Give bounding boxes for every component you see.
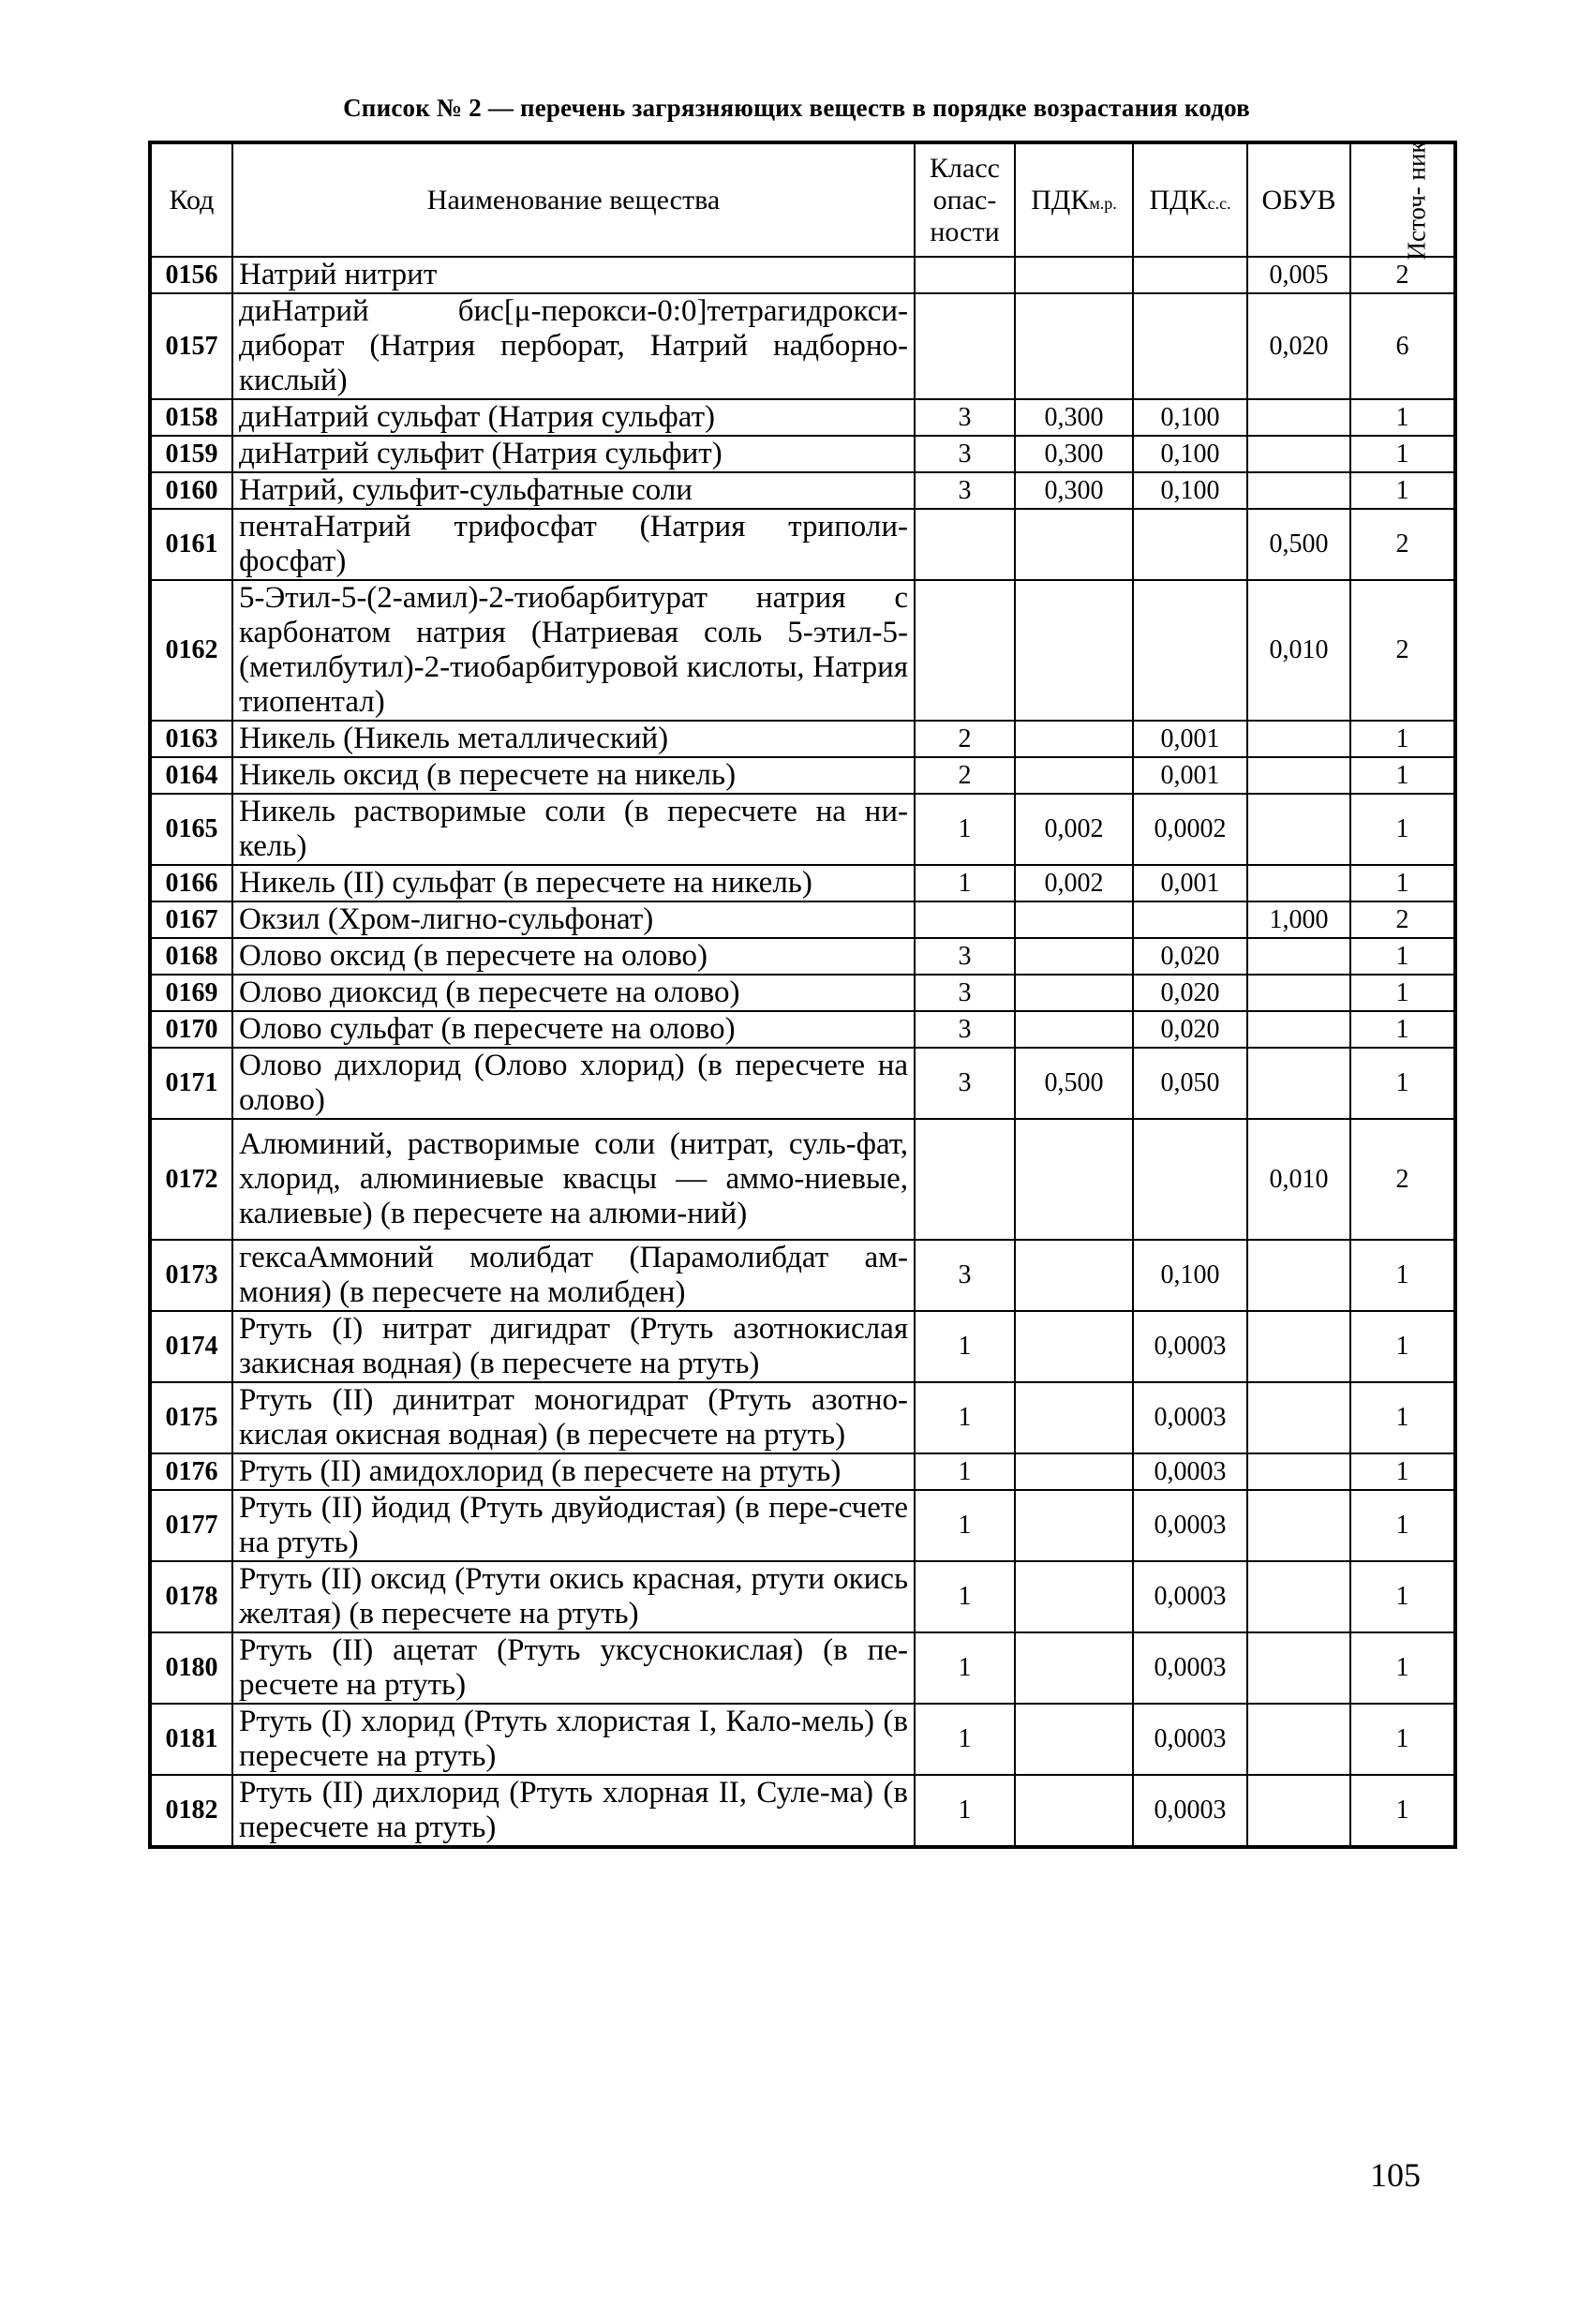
row-name: Никель оксид (в пересчете на никель) bbox=[232, 757, 915, 794]
row-pdk-mr: 0,300 bbox=[1015, 436, 1133, 472]
row-source: 1 bbox=[1350, 399, 1455, 436]
row-obuv bbox=[1247, 399, 1350, 436]
page-number: 105 bbox=[1370, 2156, 1421, 2194]
row-pdk-mr bbox=[1015, 293, 1133, 399]
row-pdk-ss: 0,050 bbox=[1133, 1048, 1247, 1119]
row-code: 0159 bbox=[150, 436, 232, 472]
header-pdk-ss-sub: с.с. bbox=[1207, 193, 1231, 213]
row-code: 0156 bbox=[150, 257, 232, 293]
row-obuv bbox=[1247, 1311, 1350, 1382]
row-code: 0166 bbox=[150, 865, 232, 901]
row-pdk-mr: 0,300 bbox=[1015, 472, 1133, 509]
row-pdk-mr: 0,300 bbox=[1015, 399, 1133, 436]
row-pdk-ss: 0,0003 bbox=[1133, 1561, 1247, 1632]
row-code: 0177 bbox=[150, 1490, 232, 1561]
row-pdk-ss bbox=[1133, 901, 1247, 938]
row-pdk-mr: 0,500 bbox=[1015, 1048, 1133, 1119]
row-source: 1 bbox=[1350, 1775, 1455, 1847]
table-row bbox=[150, 509, 1455, 580]
row-pdk-ss: 0,0003 bbox=[1133, 1704, 1247, 1775]
row-name: Олово сульфат (в пересчете на олово) bbox=[232, 1011, 915, 1048]
row-name: Ртуть (II) динитрат моногидрат (Ртуть азотно-кислая окисная водная) (в пересчете на ртуть) bbox=[232, 1382, 915, 1453]
row-source: 1 bbox=[1350, 472, 1455, 509]
row-hazard-class: 3 bbox=[915, 938, 1015, 975]
row-source: 1 bbox=[1350, 1048, 1455, 1119]
table-row bbox=[150, 399, 1455, 436]
row-code: 0175 bbox=[150, 1382, 232, 1453]
row-source: 1 bbox=[1350, 721, 1455, 757]
row-name: Ртуть (II) йодид (Ртуть двуйодистая) (в пере-счете на ртуть) bbox=[232, 1490, 915, 1561]
table-body bbox=[150, 257, 1455, 1847]
table-row bbox=[150, 1490, 1455, 1561]
row-source: 2 bbox=[1350, 1119, 1455, 1240]
row-name: Натрий нитрит bbox=[232, 257, 915, 293]
row-name: диНатрий сульфит (Натрия сульфит) bbox=[232, 436, 915, 472]
row-code: 0157 bbox=[150, 293, 232, 399]
row-hazard-class: 1 bbox=[915, 1775, 1015, 1847]
row-pdk-ss: 0,0003 bbox=[1133, 1382, 1247, 1453]
table-row bbox=[150, 580, 1455, 721]
table-row bbox=[150, 472, 1455, 509]
row-source: 1 bbox=[1350, 1490, 1455, 1561]
row-pdk-mr bbox=[1015, 257, 1133, 293]
row-pdk-mr bbox=[1015, 1775, 1133, 1847]
row-name: Окзил (Хром-лигно-сульфонат) bbox=[232, 901, 915, 938]
row-pdk-mr bbox=[1015, 580, 1133, 721]
row-obuv bbox=[1247, 1632, 1350, 1704]
row-hazard-class: 1 bbox=[915, 1382, 1015, 1453]
row-code: 0170 bbox=[150, 1011, 232, 1048]
row-code: 0180 bbox=[150, 1632, 232, 1704]
row-source: 1 bbox=[1350, 757, 1455, 794]
row-pdk-ss: 0,020 bbox=[1133, 1011, 1247, 1048]
row-pdk-mr bbox=[1015, 1119, 1133, 1240]
row-obuv bbox=[1247, 975, 1350, 1011]
row-name: пентаНатрий трифосфат (Натрия триполи-фосфат) bbox=[232, 509, 915, 580]
row-source: 6 bbox=[1350, 293, 1455, 399]
row-obuv bbox=[1247, 1048, 1350, 1119]
row-name: Никель растворимые соли (в пересчете на ни-кель) bbox=[232, 794, 915, 865]
row-name: Ртуть (II) ацетат (Ртуть уксуснокислая) (в пе-ресчете на ртуть) bbox=[232, 1632, 915, 1704]
row-source: 1 bbox=[1350, 1382, 1455, 1453]
row-source: 1 bbox=[1350, 865, 1455, 901]
row-source: 2 bbox=[1350, 901, 1455, 938]
header-code: Код bbox=[150, 142, 232, 257]
row-code: 0168 bbox=[150, 938, 232, 975]
row-obuv bbox=[1247, 938, 1350, 975]
table-row bbox=[150, 865, 1455, 901]
row-hazard-class: 1 bbox=[915, 1704, 1015, 1775]
row-pdk-mr bbox=[1015, 1704, 1133, 1775]
row-code: 0171 bbox=[150, 1048, 232, 1119]
row-source: 1 bbox=[1350, 1561, 1455, 1632]
row-pdk-mr bbox=[1015, 1011, 1133, 1048]
row-code: 0165 bbox=[150, 794, 232, 865]
page-title: Список № 2 — перечень загрязняющих веществ в порядке возрастания кодов bbox=[343, 94, 1250, 122]
row-pdk-mr bbox=[1015, 1382, 1133, 1453]
row-source: 1 bbox=[1350, 1453, 1455, 1490]
row-code: 0182 bbox=[150, 1775, 232, 1847]
row-name: Ртуть (I) нитрат дигидрат (Ртуть азотнокислая закисная водная) (в пересчете на ртуть) bbox=[232, 1311, 915, 1382]
header-source: Источ- ник bbox=[1350, 142, 1455, 257]
row-hazard-class: 1 bbox=[915, 1632, 1015, 1704]
row-hazard-class bbox=[915, 509, 1015, 580]
row-pdk-ss: 0,020 bbox=[1133, 938, 1247, 975]
row-name: гексаАммоний молибдат (Парамолибдат ам-мония) (в пересчете на молибден) bbox=[232, 1240, 915, 1311]
row-pdk-mr bbox=[1015, 509, 1133, 580]
table-row bbox=[150, 1704, 1455, 1775]
row-source: 1 bbox=[1350, 1240, 1455, 1311]
table-row bbox=[150, 721, 1455, 757]
row-hazard-class: 2 bbox=[915, 721, 1015, 757]
header-obuv: ОБУВ bbox=[1247, 142, 1350, 257]
row-obuv bbox=[1247, 472, 1350, 509]
table-row bbox=[150, 1240, 1455, 1311]
substances-table bbox=[148, 141, 1457, 1849]
row-pdk-ss: 0,001 bbox=[1133, 865, 1247, 901]
table-row bbox=[150, 938, 1455, 975]
row-obuv bbox=[1247, 1704, 1350, 1775]
row-hazard-class bbox=[915, 293, 1015, 399]
row-obuv bbox=[1247, 757, 1350, 794]
row-obuv: 0,005 bbox=[1247, 257, 1350, 293]
table-row bbox=[150, 257, 1455, 293]
row-pdk-mr bbox=[1015, 1453, 1133, 1490]
row-hazard-class: 3 bbox=[915, 399, 1015, 436]
row-pdk-ss bbox=[1133, 509, 1247, 580]
row-hazard-class: 1 bbox=[915, 1490, 1015, 1561]
row-source: 1 bbox=[1350, 975, 1455, 1011]
table-row bbox=[150, 1775, 1455, 1847]
row-name: Ртуть (II) амидохлорид (в пересчете на ртуть) bbox=[232, 1453, 915, 1490]
row-name: Никель (Никель металлический) bbox=[232, 721, 915, 757]
row-pdk-ss: 0,0002 bbox=[1133, 794, 1247, 865]
table-row bbox=[150, 1011, 1455, 1048]
row-code: 0169 bbox=[150, 975, 232, 1011]
row-obuv bbox=[1247, 436, 1350, 472]
row-hazard-class: 3 bbox=[915, 1048, 1015, 1119]
row-obuv: 0,020 bbox=[1247, 293, 1350, 399]
row-name: 5-Этил-5-(2-амил)-2-тиобарбитурат натрия с карбонатом натрия (Натриевая соль 5-этил-5-(метилбутил)-2-тиобарбитуровой кислоты, Натрия тиопентал) bbox=[232, 580, 915, 721]
row-pdk-ss bbox=[1133, 257, 1247, 293]
row-code: 0167 bbox=[150, 901, 232, 938]
row-code: 0174 bbox=[150, 1311, 232, 1382]
row-pdk-ss: 0,100 bbox=[1133, 436, 1247, 472]
row-source: 1 bbox=[1350, 938, 1455, 975]
row-pdk-ss: 0,001 bbox=[1133, 721, 1247, 757]
row-hazard-class: 2 bbox=[915, 757, 1015, 794]
row-code: 0173 bbox=[150, 1240, 232, 1311]
row-obuv bbox=[1247, 1490, 1350, 1561]
table-row bbox=[150, 1632, 1455, 1704]
row-hazard-class: 3 bbox=[915, 436, 1015, 472]
table-row bbox=[150, 1561, 1455, 1632]
row-obuv bbox=[1247, 794, 1350, 865]
table-header bbox=[150, 140, 1455, 261]
row-code: 0163 bbox=[150, 721, 232, 757]
table-row bbox=[150, 794, 1455, 865]
row-source: 1 bbox=[1350, 794, 1455, 865]
row-obuv: 0,010 bbox=[1247, 1119, 1350, 1240]
row-pdk-ss: 0,0003 bbox=[1133, 1490, 1247, 1561]
table-row bbox=[150, 1311, 1455, 1382]
row-pdk-mr bbox=[1015, 757, 1133, 794]
row-code: 0161 bbox=[150, 509, 232, 580]
header-pdk-mr: ПДКм.р. bbox=[1015, 142, 1133, 257]
row-pdk-ss: 0,100 bbox=[1133, 399, 1247, 436]
row-obuv bbox=[1247, 865, 1350, 901]
row-hazard-class bbox=[915, 901, 1015, 938]
row-pdk-mr bbox=[1015, 1632, 1133, 1704]
row-pdk-ss: 0,001 bbox=[1133, 757, 1247, 794]
row-code: 0162 bbox=[150, 580, 232, 721]
row-code: 0164 bbox=[150, 757, 232, 794]
row-pdk-mr bbox=[1015, 1561, 1133, 1632]
row-pdk-ss: 0,100 bbox=[1133, 472, 1247, 509]
row-source: 1 bbox=[1350, 1632, 1455, 1704]
table-row bbox=[150, 436, 1455, 472]
row-code: 0160 bbox=[150, 472, 232, 509]
row-hazard-class bbox=[915, 257, 1015, 293]
row-name: диНатрий бис[μ-перокси-0:0]тетрагидрокси-диборат (Натрия перборат, Натрий надборно-кислый) bbox=[232, 293, 915, 399]
row-pdk-ss: 0,0003 bbox=[1133, 1775, 1247, 1847]
row-code: 0176 bbox=[150, 1453, 232, 1490]
row-pdk-mr bbox=[1015, 1240, 1133, 1311]
row-pdk-ss: 0,100 bbox=[1133, 1240, 1247, 1311]
table-row bbox=[150, 901, 1455, 938]
row-hazard-class: 3 bbox=[915, 1240, 1015, 1311]
row-pdk-ss bbox=[1133, 580, 1247, 721]
row-name: Алюминий, растворимые соли (нитрат, суль-фат, хлорид, алюминиевые квасцы — аммо-ниевые, калиевые) (в пересчете на алюми-ний) bbox=[232, 1119, 915, 1240]
row-hazard-class: 1 bbox=[915, 1561, 1015, 1632]
row-pdk-mr bbox=[1015, 721, 1133, 757]
row-hazard-class: 3 bbox=[915, 472, 1015, 509]
table-row bbox=[150, 293, 1455, 399]
row-source: 2 bbox=[1350, 580, 1455, 721]
row-source: 1 bbox=[1350, 436, 1455, 472]
row-pdk-ss: 0,0003 bbox=[1133, 1632, 1247, 1704]
row-pdk-ss bbox=[1133, 293, 1247, 399]
row-obuv: 0,500 bbox=[1247, 509, 1350, 580]
row-hazard-class: 3 bbox=[915, 1011, 1015, 1048]
row-pdk-ss: 0,020 bbox=[1133, 975, 1247, 1011]
row-hazard-class: 1 bbox=[915, 794, 1015, 865]
row-source: 2 bbox=[1350, 257, 1455, 293]
row-code: 0158 bbox=[150, 399, 232, 436]
row-code: 0172 bbox=[150, 1119, 232, 1240]
header-hazard-class: Класс опас- ности bbox=[915, 142, 1015, 257]
row-hazard-class bbox=[915, 1119, 1015, 1240]
row-pdk-mr: 0,002 bbox=[1015, 865, 1133, 901]
row-name: Олово оксид (в пересчете на олово) bbox=[232, 938, 915, 975]
header-pdk-ss: ПДКс.с. bbox=[1133, 142, 1247, 257]
row-source: 1 bbox=[1350, 1011, 1455, 1048]
row-code: 0181 bbox=[150, 1704, 232, 1775]
row-source: 1 bbox=[1350, 1704, 1455, 1775]
table-row bbox=[150, 1453, 1455, 1490]
row-pdk-ss: 0,0003 bbox=[1133, 1453, 1247, 1490]
row-obuv bbox=[1247, 721, 1350, 757]
header-pdk-mr-sub: м.р. bbox=[1089, 193, 1117, 213]
row-obuv bbox=[1247, 1453, 1350, 1490]
row-name: Ртуть (II) дихлорид (Ртуть хлорная II, Суле-ма) (в пересчете на ртуть) bbox=[232, 1775, 915, 1847]
row-code: 0178 bbox=[150, 1561, 232, 1632]
row-name: диНатрий сульфат (Натрия сульфат) bbox=[232, 399, 915, 436]
row-source: 1 bbox=[1350, 1311, 1455, 1382]
row-obuv bbox=[1247, 1561, 1350, 1632]
row-pdk-mr bbox=[1015, 1311, 1133, 1382]
row-obuv bbox=[1247, 1775, 1350, 1847]
row-name: Никель (II) сульфат (в пересчете на никель) bbox=[232, 865, 915, 901]
table-row bbox=[150, 1048, 1455, 1119]
row-name: Ртуть (I) хлорид (Ртуть хлористая I, Кало-мель) (в пересчете на ртуть) bbox=[232, 1704, 915, 1775]
header-name: Наименование вещества bbox=[232, 142, 915, 257]
row-pdk-ss: 0,0003 bbox=[1133, 1311, 1247, 1382]
table-row bbox=[150, 1119, 1455, 1240]
row-name: Натрий, сульфит-сульфатные соли bbox=[232, 472, 915, 509]
row-pdk-mr bbox=[1015, 1490, 1133, 1561]
row-obuv bbox=[1247, 1240, 1350, 1311]
row-pdk-mr: 0,002 bbox=[1015, 794, 1133, 865]
table-row bbox=[150, 757, 1455, 794]
row-obuv: 1,000 bbox=[1247, 901, 1350, 938]
row-name: Олово дихлорид (Олово хлорид) (в пересчете на олово) bbox=[232, 1048, 915, 1119]
row-pdk-ss bbox=[1133, 1119, 1247, 1240]
row-obuv bbox=[1247, 1011, 1350, 1048]
table-row bbox=[150, 975, 1455, 1011]
row-hazard-class bbox=[915, 580, 1015, 721]
row-source: 2 bbox=[1350, 509, 1455, 580]
row-pdk-mr bbox=[1015, 901, 1133, 938]
row-pdk-mr bbox=[1015, 975, 1133, 1011]
row-hazard-class: 1 bbox=[915, 1453, 1015, 1490]
row-obuv bbox=[1247, 1382, 1350, 1453]
row-obuv: 0,010 bbox=[1247, 580, 1350, 721]
row-name: Олово диоксид (в пересчете на олово) bbox=[232, 975, 915, 1011]
row-hazard-class: 1 bbox=[915, 865, 1015, 901]
row-hazard-class: 1 bbox=[915, 1311, 1015, 1382]
row-name: Ртуть (II) оксид (Ртути окись красная, ртути окись желтая) (в пересчете на ртуть) bbox=[232, 1561, 915, 1632]
row-hazard-class: 3 bbox=[915, 975, 1015, 1011]
row-pdk-mr bbox=[1015, 938, 1133, 975]
table-row bbox=[150, 1382, 1455, 1453]
